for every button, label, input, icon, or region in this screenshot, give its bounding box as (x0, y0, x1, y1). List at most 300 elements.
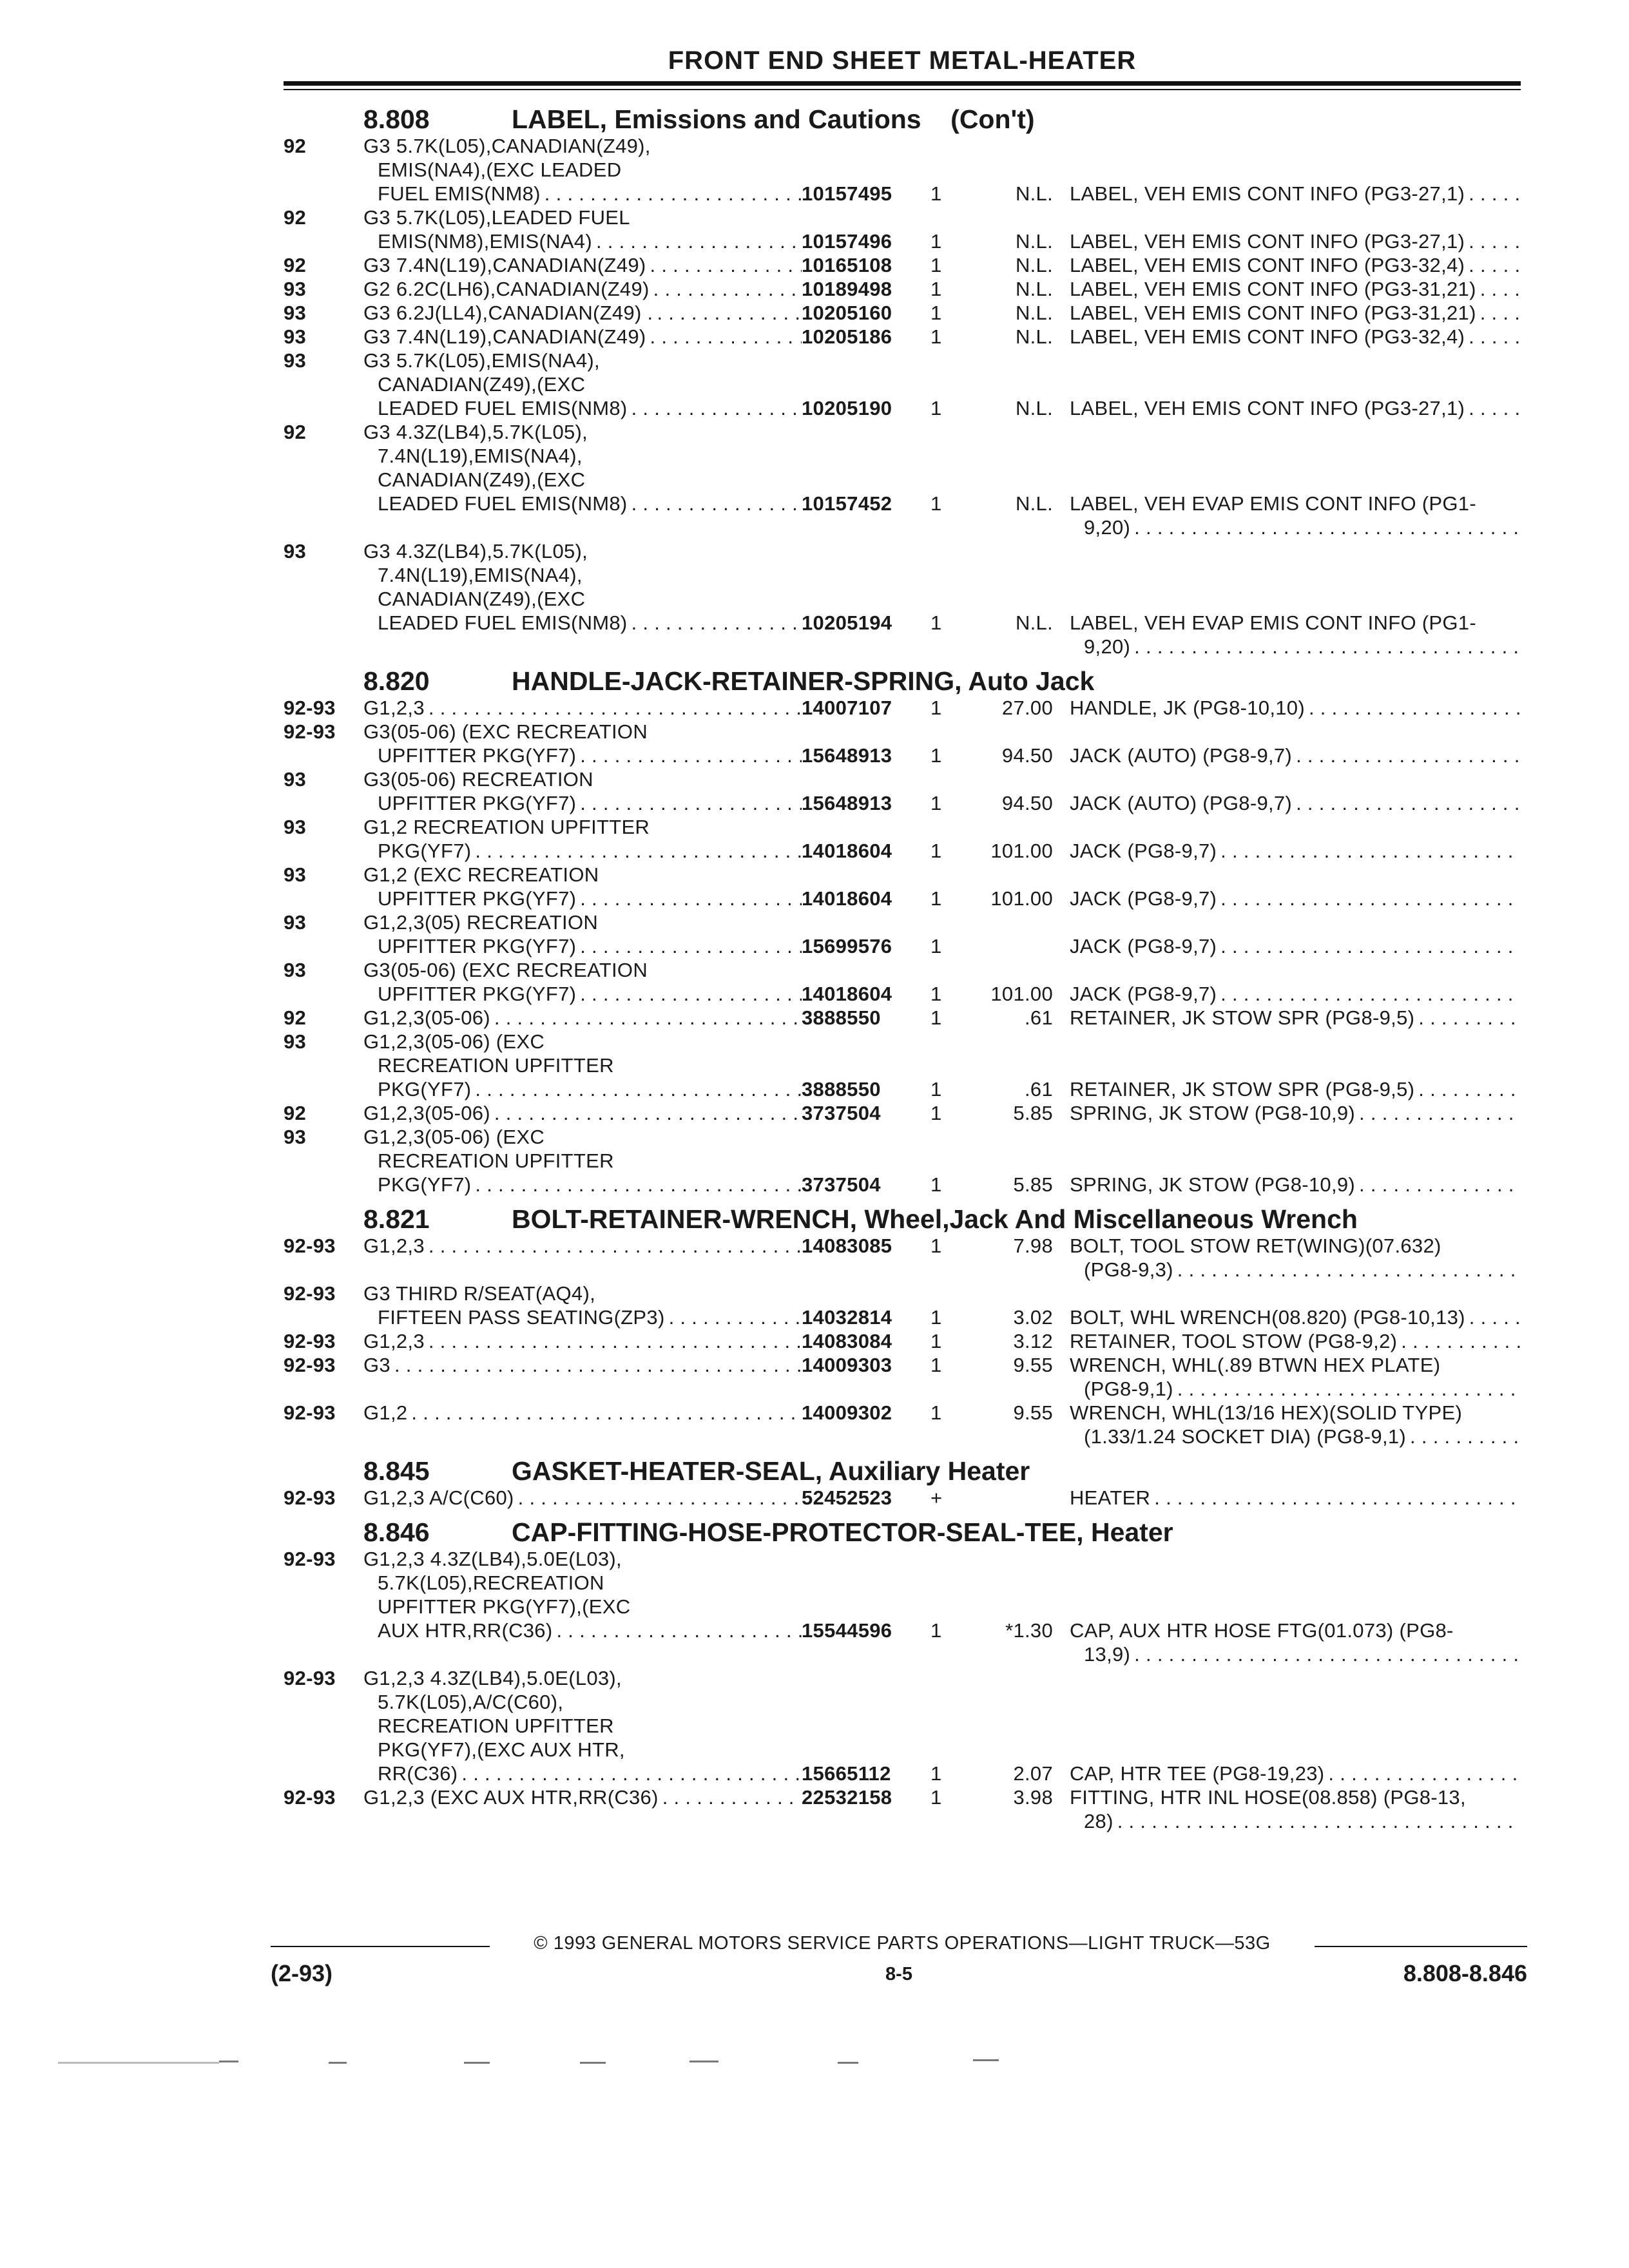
usage-cell (363, 301, 802, 325)
price: 7.98 (1013, 1235, 1053, 1257)
dot-leader (541, 182, 802, 206)
usage-text: FIFTEEN PASS SEATING(ZP3) (378, 1306, 665, 1329)
table-row (284, 277, 1521, 301)
description-text: LABEL, VEH EMIS CONT INFO (PG3-27,1) (1070, 230, 1465, 253)
dot-leader (592, 229, 802, 253)
description-cell (1070, 1006, 1521, 1030)
parts-catalog (284, 97, 1521, 1833)
scan-mark (580, 2062, 606, 2064)
usage-line (363, 277, 802, 301)
usage-line: PKG(YF7),(EXC AUX HTR, (378, 1738, 625, 1761)
part-number: 14007107 (802, 697, 892, 719)
description-text: HEATER (1070, 1486, 1151, 1509)
model-year: 92 (284, 1006, 307, 1029)
model-year: 93 (284, 540, 307, 562)
dot-leader (490, 1101, 802, 1125)
model-year: 93 (284, 278, 307, 300)
usage-text: UPFITTER PKG(YF7) (378, 887, 577, 910)
part-number: 14083085 (802, 1235, 892, 1257)
table-row (284, 910, 1521, 958)
price: 101.00 (990, 840, 1053, 862)
table-row (284, 1353, 1521, 1401)
usage-line: G3 THIRD R/SEAT(AQ4), (363, 1282, 595, 1305)
usage-line: G3(05-06) (EXC RECREATION (363, 720, 648, 743)
dot-leader (390, 1353, 802, 1377)
description-line (1070, 791, 1521, 815)
description-line: CAP, AUX HTR HOSE FTG(01.073) (PG8- (1070, 1619, 1454, 1642)
dot-leader (576, 744, 802, 767)
table-row (284, 1785, 1521, 1833)
section-code: 8.808 (363, 104, 430, 134)
description-line (1070, 325, 1521, 349)
dot-leader (1217, 839, 1521, 863)
usage-line (363, 696, 802, 720)
usage-text: FUEL EMIS(NM8) (378, 182, 541, 205)
usage-cell (363, 863, 802, 910)
description-text: 9,20) (1084, 516, 1131, 539)
model-year: 93 (284, 959, 307, 981)
model-year: 92-93 (284, 1667, 336, 1689)
section-heading (284, 1510, 1521, 1547)
usage-line (363, 253, 802, 277)
part-number: 3888550 (802, 1006, 881, 1029)
description-cell (1070, 229, 1521, 253)
price: 3.02 (1013, 1306, 1053, 1329)
quantity: 1 (930, 1078, 942, 1100)
section-title (512, 666, 1094, 697)
dot-leader (1113, 1809, 1521, 1833)
usage-line: CANADIAN(Z49),(EXC (378, 468, 586, 491)
price: N.L. (1015, 278, 1053, 300)
usage-text: G2 6.2C(LH6),CANADIAN(Z49) (363, 278, 650, 300)
description-line (1070, 182, 1521, 206)
price: 101.00 (990, 887, 1053, 910)
description-line (1070, 1809, 1521, 1833)
footer-section-range: 8.808-8.846 (1403, 1960, 1527, 1986)
section-heading (284, 1196, 1521, 1234)
part-number: 22532158 (802, 1786, 892, 1809)
quantity: 1 (930, 697, 942, 719)
dot-leader (1217, 982, 1521, 1006)
model-year: 93 (284, 863, 307, 886)
price: N.L. (1015, 182, 1053, 205)
usage-line: CANADIAN(Z49),(EXC (378, 588, 586, 610)
description-line (1070, 1258, 1521, 1282)
description-text: 28) (1084, 1810, 1113, 1832)
usage-cell (363, 1401, 802, 1425)
usage-cell (363, 1101, 802, 1125)
description-text: RETAINER, JK STOW SPR (PG8-9,5) (1070, 1078, 1415, 1100)
price: 101.00 (990, 983, 1053, 1005)
usage-line (363, 982, 802, 1006)
usage-cell (363, 1282, 802, 1329)
section-subtitle: (Con't) (950, 104, 1035, 134)
dot-leader (653, 301, 802, 325)
dot-leader (1217, 934, 1521, 958)
description-text: JACK (PG8-9,7) (1070, 935, 1217, 957)
usage-line (363, 1785, 802, 1809)
usage-line (363, 396, 802, 420)
part-number: 10205186 (802, 325, 892, 348)
part-number: 14032814 (802, 1306, 892, 1329)
usage-line: 5.7K(L05),A/C(C60), (378, 1691, 564, 1713)
part-number: 14009303 (802, 1354, 892, 1376)
description-text: CAP, HTR TEE (PG8-19,23) (1070, 1762, 1325, 1785)
dot-leader (576, 887, 802, 910)
model-year: 93 (284, 302, 307, 324)
usage-text: PKG(YF7) (378, 840, 472, 862)
description-text: (PG8-9,1) (1084, 1378, 1173, 1400)
price: 94.50 (1001, 744, 1053, 767)
usage-line: G1,2 RECREATION UPFITTER (363, 816, 650, 838)
description-line (1070, 515, 1521, 539)
description-text: LABEL, VEH EMIS CONT INFO (PG3-32,4) (1070, 254, 1465, 276)
description-text: SPRING, JK STOW (PG8-10,9) (1070, 1173, 1356, 1196)
description-cell (1070, 1785, 1521, 1833)
model-year: 92-93 (284, 1330, 336, 1352)
usage-line: G3 4.3Z(LB4),5.7K(L05), (363, 540, 588, 562)
usage-cell (363, 539, 802, 635)
quantity: 1 (930, 887, 942, 910)
table-row (284, 1006, 1521, 1030)
model-year: 92-93 (284, 1548, 336, 1570)
dot-leader (1305, 696, 1521, 720)
table-row (284, 539, 1521, 658)
dot-leader (650, 277, 802, 301)
quantity: 1 (930, 1354, 942, 1376)
usage-text: G1,2 (363, 1401, 408, 1424)
table-row (284, 1030, 1521, 1101)
footer-rule (271, 1933, 1527, 1959)
table-row (284, 1547, 1521, 1666)
model-year: 92 (284, 1102, 307, 1124)
usage-cell (363, 1353, 802, 1377)
usage-cell (363, 1125, 802, 1196)
table-row (284, 696, 1521, 720)
usage-text: LEADED FUEL EMIS(NM8) (378, 611, 628, 634)
model-year: 92 (284, 421, 307, 443)
usage-cell (363, 1547, 802, 1642)
usage-line (363, 887, 802, 910)
description-text: (1.33/1.24 SOCKET DIA) (PG8-9,1) (1084, 1425, 1407, 1448)
part-number: 3737504 (802, 1173, 881, 1196)
dot-leader (1173, 1258, 1521, 1282)
description-cell (1070, 696, 1521, 720)
table-row (284, 1234, 1521, 1282)
description-cell (1070, 1173, 1521, 1196)
model-year: 93 (284, 1030, 307, 1053)
description-cell (1070, 1353, 1521, 1401)
quantity: 1 (930, 1173, 942, 1196)
description-line (1070, 1377, 1521, 1401)
dot-leader (1173, 1377, 1521, 1401)
table-row (284, 1282, 1521, 1329)
table-row (284, 815, 1521, 863)
dot-leader (1406, 1425, 1521, 1448)
usage-cell (363, 1006, 802, 1030)
dot-leader (425, 1329, 802, 1353)
part-number: 10157496 (802, 230, 892, 253)
section-heading (284, 658, 1521, 696)
part-number: 52452523 (802, 1486, 892, 1509)
description-text: LABEL, VEH EMIS CONT INFO (PG3-27,1) (1070, 397, 1465, 419)
model-year: 93 (284, 911, 307, 934)
dot-leader (458, 1762, 802, 1785)
description-text: JACK (AUTO) (PG8-9,7) (1070, 792, 1293, 814)
usage-text: LEADED FUEL EMIS(NM8) (378, 397, 628, 419)
usage-line (363, 492, 802, 515)
part-number: 3737504 (802, 1102, 881, 1124)
quantity: 1 (930, 1006, 942, 1029)
usage-line (363, 1234, 802, 1258)
table-row (284, 958, 1521, 1006)
table-row (284, 720, 1521, 767)
usage-line (363, 182, 802, 206)
dot-leader (1150, 1486, 1521, 1510)
usage-line (363, 325, 802, 349)
usage-cell (363, 134, 802, 206)
part-number: 10157495 (802, 182, 892, 205)
dot-leader (628, 492, 802, 515)
model-year: 92-93 (284, 1354, 336, 1376)
part-number: 10205194 (802, 611, 892, 634)
description-text: HANDLE, JK (PG8-10,10) (1070, 697, 1305, 719)
quantity: 1 (930, 1235, 942, 1257)
description-cell (1070, 325, 1521, 349)
dot-leader (425, 696, 802, 720)
quantity: 1 (930, 278, 942, 300)
description-cell (1070, 492, 1521, 539)
footer-date: (2-93) (271, 1960, 333, 1986)
part-number: 15699576 (802, 935, 892, 957)
dot-leader (1292, 791, 1521, 815)
description-cell (1070, 1762, 1521, 1785)
table-row (284, 1329, 1521, 1353)
section-title-text: BOLT-RETAINER-WRENCH, Wheel,Jack And Miscellaneous Wrench (512, 1204, 1358, 1234)
quantity: 1 (930, 611, 942, 634)
usage-line (363, 1101, 802, 1125)
quantity: 1 (930, 1786, 942, 1809)
description-text: BOLT, WHL WRENCH(08.820) (PG8-10,13) (1070, 1306, 1465, 1329)
price: *1.30 (1005, 1619, 1053, 1642)
usage-text: UPFITTER PKG(YF7) (378, 983, 577, 1005)
usage-line (363, 1486, 802, 1510)
description-cell (1070, 301, 1521, 325)
scan-mark (219, 2061, 238, 2062)
description-line (1070, 982, 1521, 1006)
model-year: 93 (284, 325, 307, 348)
section-code: 8.845 (363, 1456, 430, 1486)
part-number: 3888550 (802, 1078, 881, 1100)
usage-line (363, 744, 802, 767)
description-text: 13,9) (1084, 1643, 1131, 1666)
price: 9.55 (1013, 1401, 1053, 1424)
part-number: 15665112 (802, 1762, 891, 1785)
usage-line: G1,2,3(05) RECREATION (363, 911, 599, 934)
part-number: 14018604 (802, 840, 892, 862)
usage-cell (363, 1486, 802, 1510)
dot-leader (552, 1619, 802, 1642)
scan-mark (838, 2062, 858, 2064)
description-line (1070, 253, 1521, 277)
section-title-text: GASKET-HEATER-SEAL, Auxiliary Heater (512, 1456, 1030, 1486)
quantity: 1 (930, 1330, 942, 1352)
description-line (1070, 887, 1521, 910)
dot-leader (1465, 396, 1521, 420)
part-number: 14018604 (802, 887, 892, 910)
usage-cell (363, 1785, 802, 1809)
description-cell (1070, 396, 1521, 420)
scan-mark (464, 2062, 490, 2064)
dot-leader (1414, 1077, 1521, 1101)
usage-cell (363, 958, 802, 1006)
quantity: 1 (930, 230, 942, 253)
dot-leader (659, 1785, 802, 1809)
usage-line (363, 1173, 802, 1196)
section-code: 8.821 (363, 1204, 430, 1234)
usage-line (363, 611, 802, 635)
scan-mark (329, 2062, 347, 2064)
quantity: 1 (930, 1401, 942, 1424)
part-number: 10205190 (802, 397, 892, 419)
usage-text: PKG(YF7) (378, 1078, 472, 1100)
price: N.L. (1015, 397, 1053, 419)
dot-leader (425, 1234, 802, 1258)
footer-rule-left (271, 1946, 490, 1947)
usage-line: 5.7K(L05),RECREATION (378, 1571, 604, 1594)
description-text: RETAINER, JK STOW SPR (PG8-9,5) (1070, 1006, 1415, 1029)
dot-leader (1414, 1006, 1521, 1030)
model-year: 92-93 (284, 1235, 336, 1257)
description-text: 9,20) (1084, 635, 1131, 658)
quantity: 1 (930, 840, 942, 862)
usage-line: RECREATION UPFITTER (378, 1149, 614, 1172)
usage-cell (363, 767, 802, 815)
part-number: 15648913 (802, 792, 892, 814)
usage-cell (363, 420, 802, 515)
dot-leader (1355, 1101, 1521, 1125)
table-row (284, 301, 1521, 325)
usage-text: G1,2,3 (363, 697, 425, 719)
price: 5.85 (1013, 1173, 1053, 1196)
usage-line: CANADIAN(Z49),(EXC (378, 373, 586, 396)
description-cell (1070, 887, 1521, 910)
description-line (1070, 229, 1521, 253)
part-number: 14009302 (802, 1401, 892, 1424)
usage-line: 7.4N(L19),EMIS(NA4), (378, 564, 583, 586)
dot-leader (1476, 277, 1521, 301)
dot-leader (628, 396, 802, 420)
dot-leader (1217, 887, 1521, 910)
usage-text: G3 (363, 1354, 390, 1376)
scan-mark (973, 2059, 999, 2061)
quantity: 1 (930, 302, 942, 324)
usage-cell (363, 253, 802, 277)
description-text: SPRING, JK STOW (PG8-10,9) (1070, 1102, 1356, 1124)
part-number: 10165108 (802, 254, 892, 276)
dot-leader (471, 1173, 802, 1196)
usage-text: AUX HTR,RR(C36) (378, 1619, 553, 1642)
usage-cell (363, 1666, 802, 1785)
price: 3.12 (1013, 1330, 1053, 1352)
section-heading (284, 1448, 1521, 1486)
table-row (284, 325, 1521, 349)
description-line: WRENCH, WHL(13/16 HEX)(SOLID TYPE) (1070, 1401, 1463, 1424)
description-cell (1070, 1305, 1521, 1329)
usage-line (363, 1329, 802, 1353)
price: 9.55 (1013, 1354, 1053, 1376)
quantity: 1 (930, 1762, 942, 1785)
description-line (1070, 1305, 1521, 1329)
quantity: 1 (930, 182, 942, 205)
usage-line: RECREATION UPFITTER (378, 1054, 614, 1077)
section-title-text: LABEL, Emissions and Cautions (512, 104, 921, 134)
page-title: FRONT END SHEET METAL-HEATER (668, 46, 1137, 75)
description-line (1070, 1642, 1521, 1666)
usage-text: EMIS(NM8),EMIS(NA4) (378, 230, 592, 253)
description-line (1070, 696, 1521, 720)
usage-line: G3(05-06) RECREATION (363, 768, 593, 791)
description-cell (1070, 1486, 1521, 1510)
usage-line: G1,2,3 4.3Z(LB4),5.0E(L03), (363, 1667, 622, 1689)
table-row (284, 863, 1521, 910)
model-year: 92-93 (284, 1786, 336, 1809)
price: N.L. (1015, 230, 1053, 253)
description-line (1070, 1101, 1521, 1125)
table-row (284, 420, 1521, 539)
description-text: LABEL, VEH EMIS CONT INFO (PG3-31,21) (1070, 278, 1476, 300)
section-code: 8.820 (363, 666, 430, 696)
model-year: 92 (284, 135, 307, 157)
quantity: 1 (930, 1306, 942, 1329)
price: 27.00 (1001, 697, 1053, 719)
dot-leader (514, 1486, 802, 1510)
description-line (1070, 1077, 1521, 1101)
part-number: 14083084 (802, 1330, 892, 1352)
table-row (284, 1125, 1521, 1196)
description-line: WRENCH, WHL(.89 BTWN HEX PLATE) (1070, 1354, 1441, 1376)
description-line (1070, 635, 1521, 658)
dot-leader (1130, 1642, 1521, 1666)
description-cell (1070, 1329, 1521, 1353)
usage-line (363, 1353, 802, 1377)
table-row (284, 206, 1521, 253)
quantity: 1 (930, 1619, 942, 1642)
table-row (284, 253, 1521, 277)
usage-line (363, 1619, 802, 1642)
price: N.L. (1015, 492, 1053, 515)
description-cell (1070, 1401, 1521, 1448)
description-cell (1070, 839, 1521, 863)
dot-leader (576, 982, 802, 1006)
model-year: 92-93 (284, 720, 336, 743)
table-row (284, 349, 1521, 420)
table-row (284, 1101, 1521, 1125)
usage-line: G3(05-06) (EXC RECREATION (363, 959, 648, 981)
usage-line (363, 229, 802, 253)
usage-line: G1,2 (EXC RECREATION (363, 863, 599, 886)
quantity: 1 (930, 254, 942, 276)
part-number: 14018604 (802, 983, 892, 1005)
section-title (512, 104, 1035, 135)
description-text: JACK (PG8-9,7) (1070, 840, 1217, 862)
description-text: JACK (PG8-9,7) (1070, 983, 1217, 1005)
usage-line (363, 1006, 802, 1030)
price: .61 (1025, 1078, 1053, 1100)
usage-line (363, 839, 802, 863)
usage-line: G1,2,3(05-06) (EXC (363, 1126, 545, 1148)
usage-text: G3 7.4N(L19),CANADIAN(Z49) (363, 254, 646, 276)
